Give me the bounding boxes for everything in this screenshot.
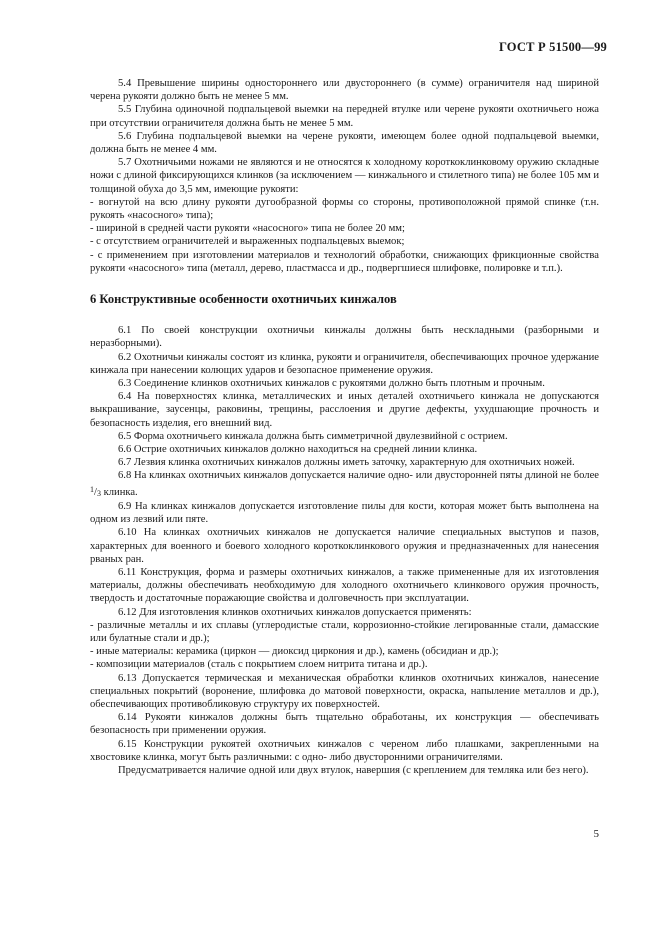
document-standard-number: ГОСТ Р 51500—99: [498, 40, 607, 54]
paragraph-6-15-note: Предусматривается наличие одной или двух втулок, навершия (с креплением для темляка или без него).: [118, 764, 589, 776]
paragraph-5-6: 5.6 Глубина подпальцевой выемки на черене рукояти, имеющем более одной подпальцевой выемки, должна быть не менее 4 мм.: [90, 130, 599, 156]
paragraph-6-14: 6.14 Рукояти кинжалов должны быть тщательно обработаны, их конструкция — обеспечивать безопасность при применении оружия.: [90, 712, 599, 737]
list-item-6-12-b: - иные материалы: керамика (циркон — диоксид циркония и др.), камень (обсидиан и др.);: [90, 646, 499, 658]
list-item-5-7-c: - с отсутствием ограничителей и выраженных подпальцевых выемок;: [90, 236, 405, 248]
paragraph-6-1: 6.1 По своей конструкции охотничьи кинжалы должны быть нескладными (разборными и неразборными).: [90, 325, 599, 350]
paragraph-6-9: 6.9 На клинках кинжалов допускается изготовление пилы для кости, которая может быть выполнена на одном из лезвий или пяте.: [90, 500, 599, 526]
list-item-5-7-a: - вогнутой на всю длину рукояти дугообразной формы со стороны, противоположной прямой спинке (т.н. рукоять «насосного» типа);: [90, 196, 599, 222]
paragraph-6-11: 6.11 Конструкция, форма и размеры охотничьих кинжалов, а также примененные для их изготовления материалы, должны обеспечивать необходимую для холодного охотничьего клинкового оружия прочность, твердость и достаточные поражающие свойства и долговечность при эксплуатации.: [90, 566, 599, 605]
paragraph-6-8: 6.8 На клинках охотничьих кинжалов допускается наличие одно- или двусторонней пяты длиной не более $^1/_3$ клинка.: [90, 470, 599, 498]
paragraph-5-5: 5.5 Глубина одиночной подпальцевой выемки на передней втулке или черене рукояти охотничьего ножа при отсутствии ограничителя должна быть не менее 5 мм.: [90, 104, 599, 129]
fraction-numerator: 1: [90, 484, 94, 494]
paragraph-6-15: 6.15 Конструкции рукоятей охотничьих кинжалов с череном либо плашками, закрепленными на хвостовике клинка, могут быть различными: с одно- либо двусторонними ограничителями.: [90, 738, 599, 763]
document-body: [90, 77, 599, 777]
list-item-6-12-c: - композиции материалов (сталь с покрытием слоем нитрита титана и др.).: [90, 659, 428, 671]
list-item-5-7-d: - с применением при изготовлении материалов и технологий обработки, снижающих фрикционные свойства рукояти «насосного» типа (металл, дерево, пластмасса и др., подвергшиеся шлифовке, полировке и т.п.).: [90, 249, 599, 274]
paragraph-5-4: 5.4 Превышение ширины одностороннего или двустороннего (в сумме) ограничителя над шириной черена рукояти должно быть не менее 5 мм.: [90, 78, 599, 103]
paragraph-6-8-tail: клинка.: [100, 486, 138, 498]
list-item-6-12-a: - различные металлы и их сплавы (углеродистые стали, коррозионно-стойкие легированные стали, дамасские или булатные стали и др.);: [90, 619, 599, 644]
paragraph-5-7: 5.7 Охотничьими ножами не являются и не относятся к холодному короткоклинковому оружию складные ножи с длиной фиксирующихся клинков (за исключением — кинжального и стилетного типа) не более 105 мм и толщиной обуха до 3,5 мм, имеющие рукояти:: [90, 157, 599, 195]
paragraph-6-7: 6.7 Лезвия клинка охотничьих кинжалов должны иметь заточку, характерную для охотничьих ножей.: [118, 457, 575, 469]
paragraph-6-6: 6.6 Острие охотничьих кинжалов должно находиться на средней линии клинка.: [118, 444, 478, 456]
list-item-5-7-b: - шириной в средней части рукояти «насосного» типа не более 20 мм;: [90, 223, 405, 235]
paragraph-6-12: 6.12 Для изготовления клинков охотничьих кинжалов допускается применять:: [118, 606, 472, 618]
paragraph-6-10: 6.10 На клинках охотничьих кинжалов не допускается наличие специальных выступов и пазов, характерных для военного и боевого холодного короткоклинкового оружия и предназначенных для нанесения рваных ран.: [90, 527, 599, 565]
paragraph-6-8-text: 6.8 На клинках охотничьих кинжалов допускается наличие одно- или двусторонней пяты длиной не более: [118, 470, 599, 482]
paragraph-6-5: 6.5 Форма охотничьего кинжала должна быть симметричной двулезвийной с острием.: [118, 430, 508, 442]
paragraph-6-2: 6.2 Охотничьи кинжалы состоят из клинка, рукояти и ограничителя, обеспечивающих прочное удержание кинжала при нанесении колющих ударов и безопасное применение оружия.: [90, 351, 599, 376]
paragraph-6-3: 6.3 Соединение клинков охотничьих кинжалов с рукоятями должно быть плотным и прочным.: [118, 378, 545, 390]
paragraph-6-4: 6.4 На поверхностях клинка, металлических и иных деталей охотничьего кинжала не допускаются выкрашивание, заусенцы, раковины, трещины, расслоения и другие дефекты, ухудшающие прочность и безопасность изделия, его внешний вид.: [90, 391, 599, 429]
section-6-heading: 6 Конструктивные особенности охотничьих кинжалов: [90, 292, 397, 307]
fraction-denominator: 3: [96, 488, 101, 498]
paragraph-6-13: 6.13 Допускается термическая и механическая обработки клинков охотничьих кинжалов, нанесение специальных покрытий (воронение, шлифовка до матовой поверхности, окраска, напыление металлов и др.), обеспечивающих противобликовую структуру их поверхностей.: [90, 672, 599, 710]
page-number: 5: [593, 828, 599, 840]
